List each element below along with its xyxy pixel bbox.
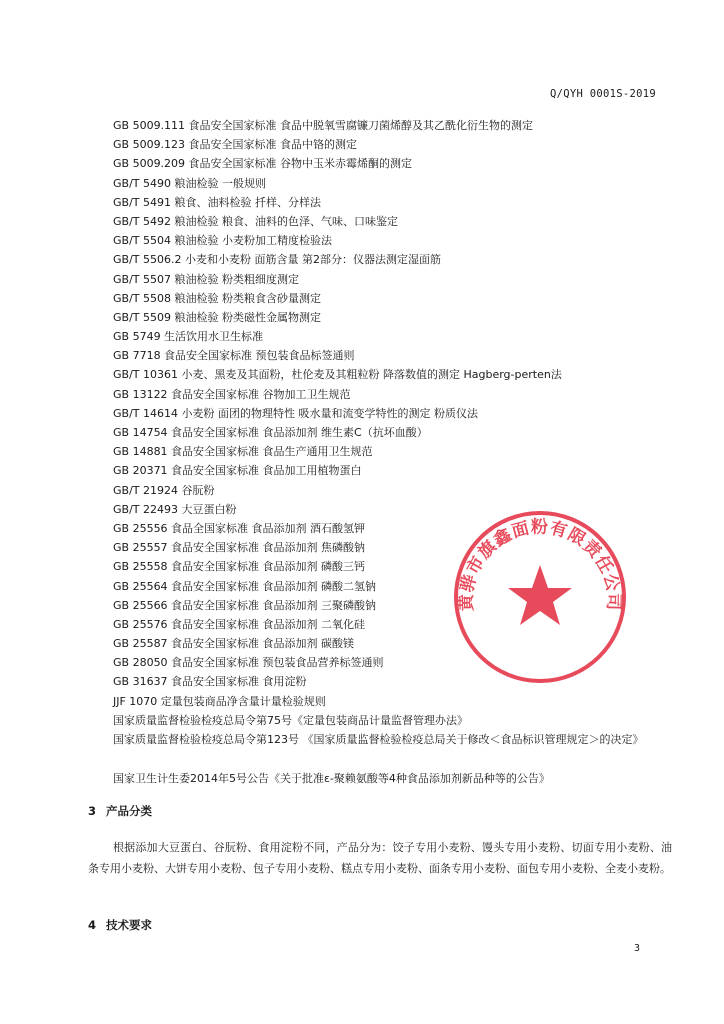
- reference-item: GB/T 5490 粮油检验 一般规则: [113, 176, 266, 190]
- reference-item: GB 25557 食品安全国家标准 食品添加剂 焦磷酸钠: [113, 541, 366, 555]
- reference-item: GB 25566 食品安全国家标准 食品添加剂 三聚磷酸钠: [113, 598, 377, 612]
- reference-item: GB/T 21924 谷朊粉: [113, 483, 215, 497]
- company-seal-stamp: [452, 509, 628, 685]
- section-4-heading: [88, 917, 152, 933]
- page-number: 3: [633, 943, 640, 954]
- reference-item: GB/T 5504 粮油检验 小麦粉加工精度检验法: [113, 234, 332, 248]
- reference-item: GB 28050 食品安全国家标准 预包装食品营养标签通则: [113, 656, 384, 670]
- reference-item: GB 14881 食品安全国家标准 食品生产通用卫生规范: [113, 445, 373, 459]
- reference-item: GB/T 5507 粮油检验 粉类粗细度测定: [113, 272, 299, 286]
- reference-item-decree-123: 国家质量监督检验检疫总局令第123号 《国家质量监督检验检疫总局关于修改＜食品标识管理规定＞的决定》: [113, 733, 644, 746]
- standard-code: Q/QYH 0001S-2019: [550, 88, 656, 100]
- reference-wrapped: [88, 730, 673, 749]
- reference-item: GB 13122 食品安全国家标准 谷物加工卫生规范: [113, 387, 351, 401]
- reference-item: GB/T 5508 粮油检验 粉类粮食含砂量测定: [113, 291, 321, 305]
- section-3-number: 3: [88, 804, 97, 818]
- seal-star: [508, 565, 572, 625]
- reference-item: GB 14754 食品安全国家标准 食品添加剂 维生素C（抗坏血酸）: [113, 426, 428, 439]
- reference-item: GB/T 5491 粮食、油料检验 扦样、分样法: [113, 195, 321, 209]
- reference-last-block: [88, 769, 673, 788]
- reference-item: GB 5749 生活饮用水卫生标准: [113, 330, 264, 344]
- reference-item: GB 20371 食品安全国家标准 食品加工用植物蛋白: [113, 464, 362, 478]
- section-4-number: 4: [88, 918, 97, 932]
- reference-item: GB 25576 食品安全国家标准 食品添加剂 二氧化硅: [113, 617, 366, 631]
- reference-item: GB 5009.111 食品安全国家标准 食品中脱氧雪腐镰刀菌烯醇及其乙酰化衍生物的测定: [113, 119, 534, 132]
- reference-item: GB 25564 食品安全国家标准 食品添加剂 磷酸二氢钠: [113, 579, 377, 593]
- reference-item: GB/T 22493 大豆蛋白粉: [113, 502, 237, 516]
- reference-item: GB/T 5506.2 小麦和小麦粉 面筋含量 第2部分：仪器法测定湿面筋: [113, 253, 441, 267]
- reference-item: GB 25587 食品安全国家标准 食品添加剂 碳酸镁: [113, 637, 355, 651]
- reference-item: GB 25556 食品全国家标准 食品添加剂 酒石酸氢钾: [113, 521, 366, 535]
- section-3-paragraph: 根据添加大豆蛋白、谷朊粉、食用淀粉不同，产品分为：饺子专用小麦粉、馒头专用小麦粉、切面专用小麦粉、油条专用小麦粉、大饼专用小麦粉、包子专用小麦粉、糕点专用小麦粉、面条专用小麦粉、面包专用小麦粉、全麦小麦粉。: [88, 841, 672, 875]
- reference-item: GB 25558 食品安全国家标准 食品添加剂 磷酸三钙: [113, 560, 366, 574]
- reference-item: GB/T 10361 小麦、黑麦及其面粉，杜伦麦及其粗粒粉 降落数值的测定 Hagberg-perten法: [113, 368, 562, 382]
- section-4-title: 技术要求: [106, 918, 152, 932]
- reference-item: GB/T 5492 粮油检验 粮食、油料的色泽、气味、口味鉴定: [113, 214, 398, 228]
- reference-item: GB 5009.209 食品安全国家标准 谷物中玉米赤霉烯酮的测定: [113, 157, 413, 171]
- reference-item: GB 5009.123 食品安全国家标准 食品中铬的测定: [113, 138, 358, 152]
- section-3-title: 产品分类: [106, 804, 152, 818]
- reference-item: JJF 1070 定量包装商品净含量计量检验规则: [113, 694, 326, 708]
- reference-item-announcement: 国家卫生计生委2014年5号公告《关于批准ε-聚赖氨酸等4种食品添加剂新品种等的公告》: [113, 772, 550, 785]
- reference-item: GB/T 14614 小麦粉 面团的物理特性 吸水量和流变学特性的测定 粉质仪法: [113, 406, 478, 420]
- reference-item: 国家质量监督检验检疫总局令第75号《定量包装商品计量监督管理办法》: [113, 713, 468, 727]
- seal-text: 黄骅市旗鑫面粉有限责任公司: [456, 517, 624, 612]
- reference-item: GB 31637 食品安全国家标准 食用淀粉: [113, 675, 307, 689]
- reference-item: GB 7718 食品安全国家标准 预包装食品标签通则: [113, 349, 355, 363]
- section-3-heading: [88, 803, 152, 819]
- reference-item: GB/T 5509 粮油检验 粉类磁性金属物测定: [113, 310, 321, 324]
